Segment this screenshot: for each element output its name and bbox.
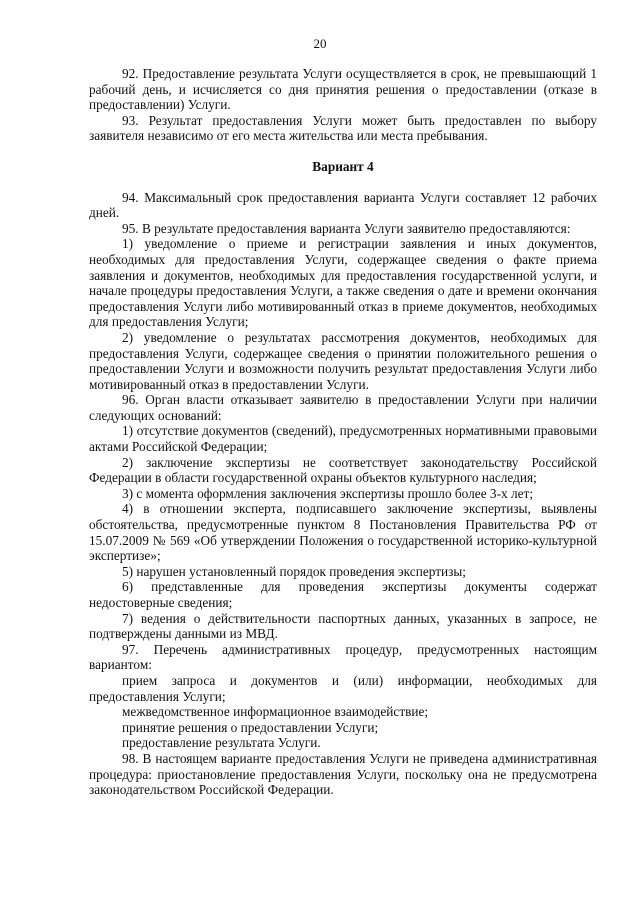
list-item: межведомственное информационное взаимодействие; [122, 704, 429, 720]
section-heading: Вариант 4 [312, 158, 374, 174]
spacer [89, 144, 597, 159]
page-number: 20 [313, 36, 327, 51]
spacer [89, 175, 597, 190]
list-item: 4) в отношении эксперта, подписавшего заключение экспертизы, выявлены обстоятельства, предусмотренные пунктом 8 Постановления Правительства РФ от 15.07.2009 № 569 «Об утверждении Положения о государственной историко-культурной экспертизе»; [89, 501, 597, 564]
paragraph-94: 94. Максимальный срок предоставления варианта Услуги составляет 12 рабочих дней. [89, 189, 597, 221]
document-body [89, 66, 597, 798]
paragraph-96: 96. Орган власти отказывает заявителю в предоставлении Услуги при наличии следующих оснований: [89, 392, 597, 423]
paragraph-95: 95. В результате предоставления варианта Услуги заявителю предоставляются: [122, 220, 571, 236]
list-item: 7) ведения о действительности паспортных данных, указанных в запросе, не подтверждены данными из МВД. [89, 610, 597, 642]
list-item: 2) уведомление о результатах рассмотрения документов, необходимых для предоставления Услуги, содержащее сведения о принятии положительного решения о предоставлении Услуги и возможности получить результат предоставления Услуги либо мотивированный отказ в предоставлении Услуги. [89, 329, 597, 392]
list-item: 1) отсутствие документов (сведений), предусмотренных нормативными правовыми актами Российской Федерации; [89, 423, 597, 455]
paragraph-93: 93. Результат предоставления Услуги может быть предоставлен по выбору заявителя независимо от его места жительства или места пребывания. [89, 112, 597, 144]
list-item: 3) с момента оформления заключения экспертизы прошло более 3-х лет; [122, 485, 534, 501]
paragraph-98: 98. В настоящем варианте предоставления Услуги не приведена административная процедура: приостановление предоставления Услуги, поскольку она не предусмотрена законодательством Российской Федерации. [89, 750, 597, 798]
list-item: 2) заключение экспертизы не соответствует законодательству Российской Федерации в области государственной охраны объектов культурного наследия; [89, 454, 597, 486]
list-item: принятие решения о предоставлении Услуги; [122, 719, 379, 735]
list-item: 6) представленные для проведения экспертизы документы содержат недостоверные сведения; [89, 579, 597, 610]
paragraph-92: 92. Предоставление результата Услуги осуществляется в срок, не превышающий 1 рабочий день, и исчисляется со дня принятия решения о предоставлении (отказе в предоставлении) Услуги. [89, 66, 597, 113]
list-item: 5) нарушен установленный порядок проведения экспертизы; [122, 563, 466, 579]
paragraph-97: 97. Перечень административных процедур, предусмотренных настоящим вариантом: [89, 641, 597, 673]
list-item: 1) уведомление о приеме и регистрации заявления и иных документов, необходимых для предоставления Услуги, содержащее сведения о факте приема заявления и документов, необходимых для предоставления государственной услуги, и начале процедуры предоставления Услуги, а также сведения о дате и времени окончания предоставления Услуги либо мотивированный отказ в приеме документов, необходимых для предоставления Услуги; [89, 236, 597, 330]
list-item: предоставление результата Услуги. [122, 735, 321, 751]
list-item: прием запроса и документов и (или) информации, необходимых для предоставления Услуги; [89, 672, 597, 704]
